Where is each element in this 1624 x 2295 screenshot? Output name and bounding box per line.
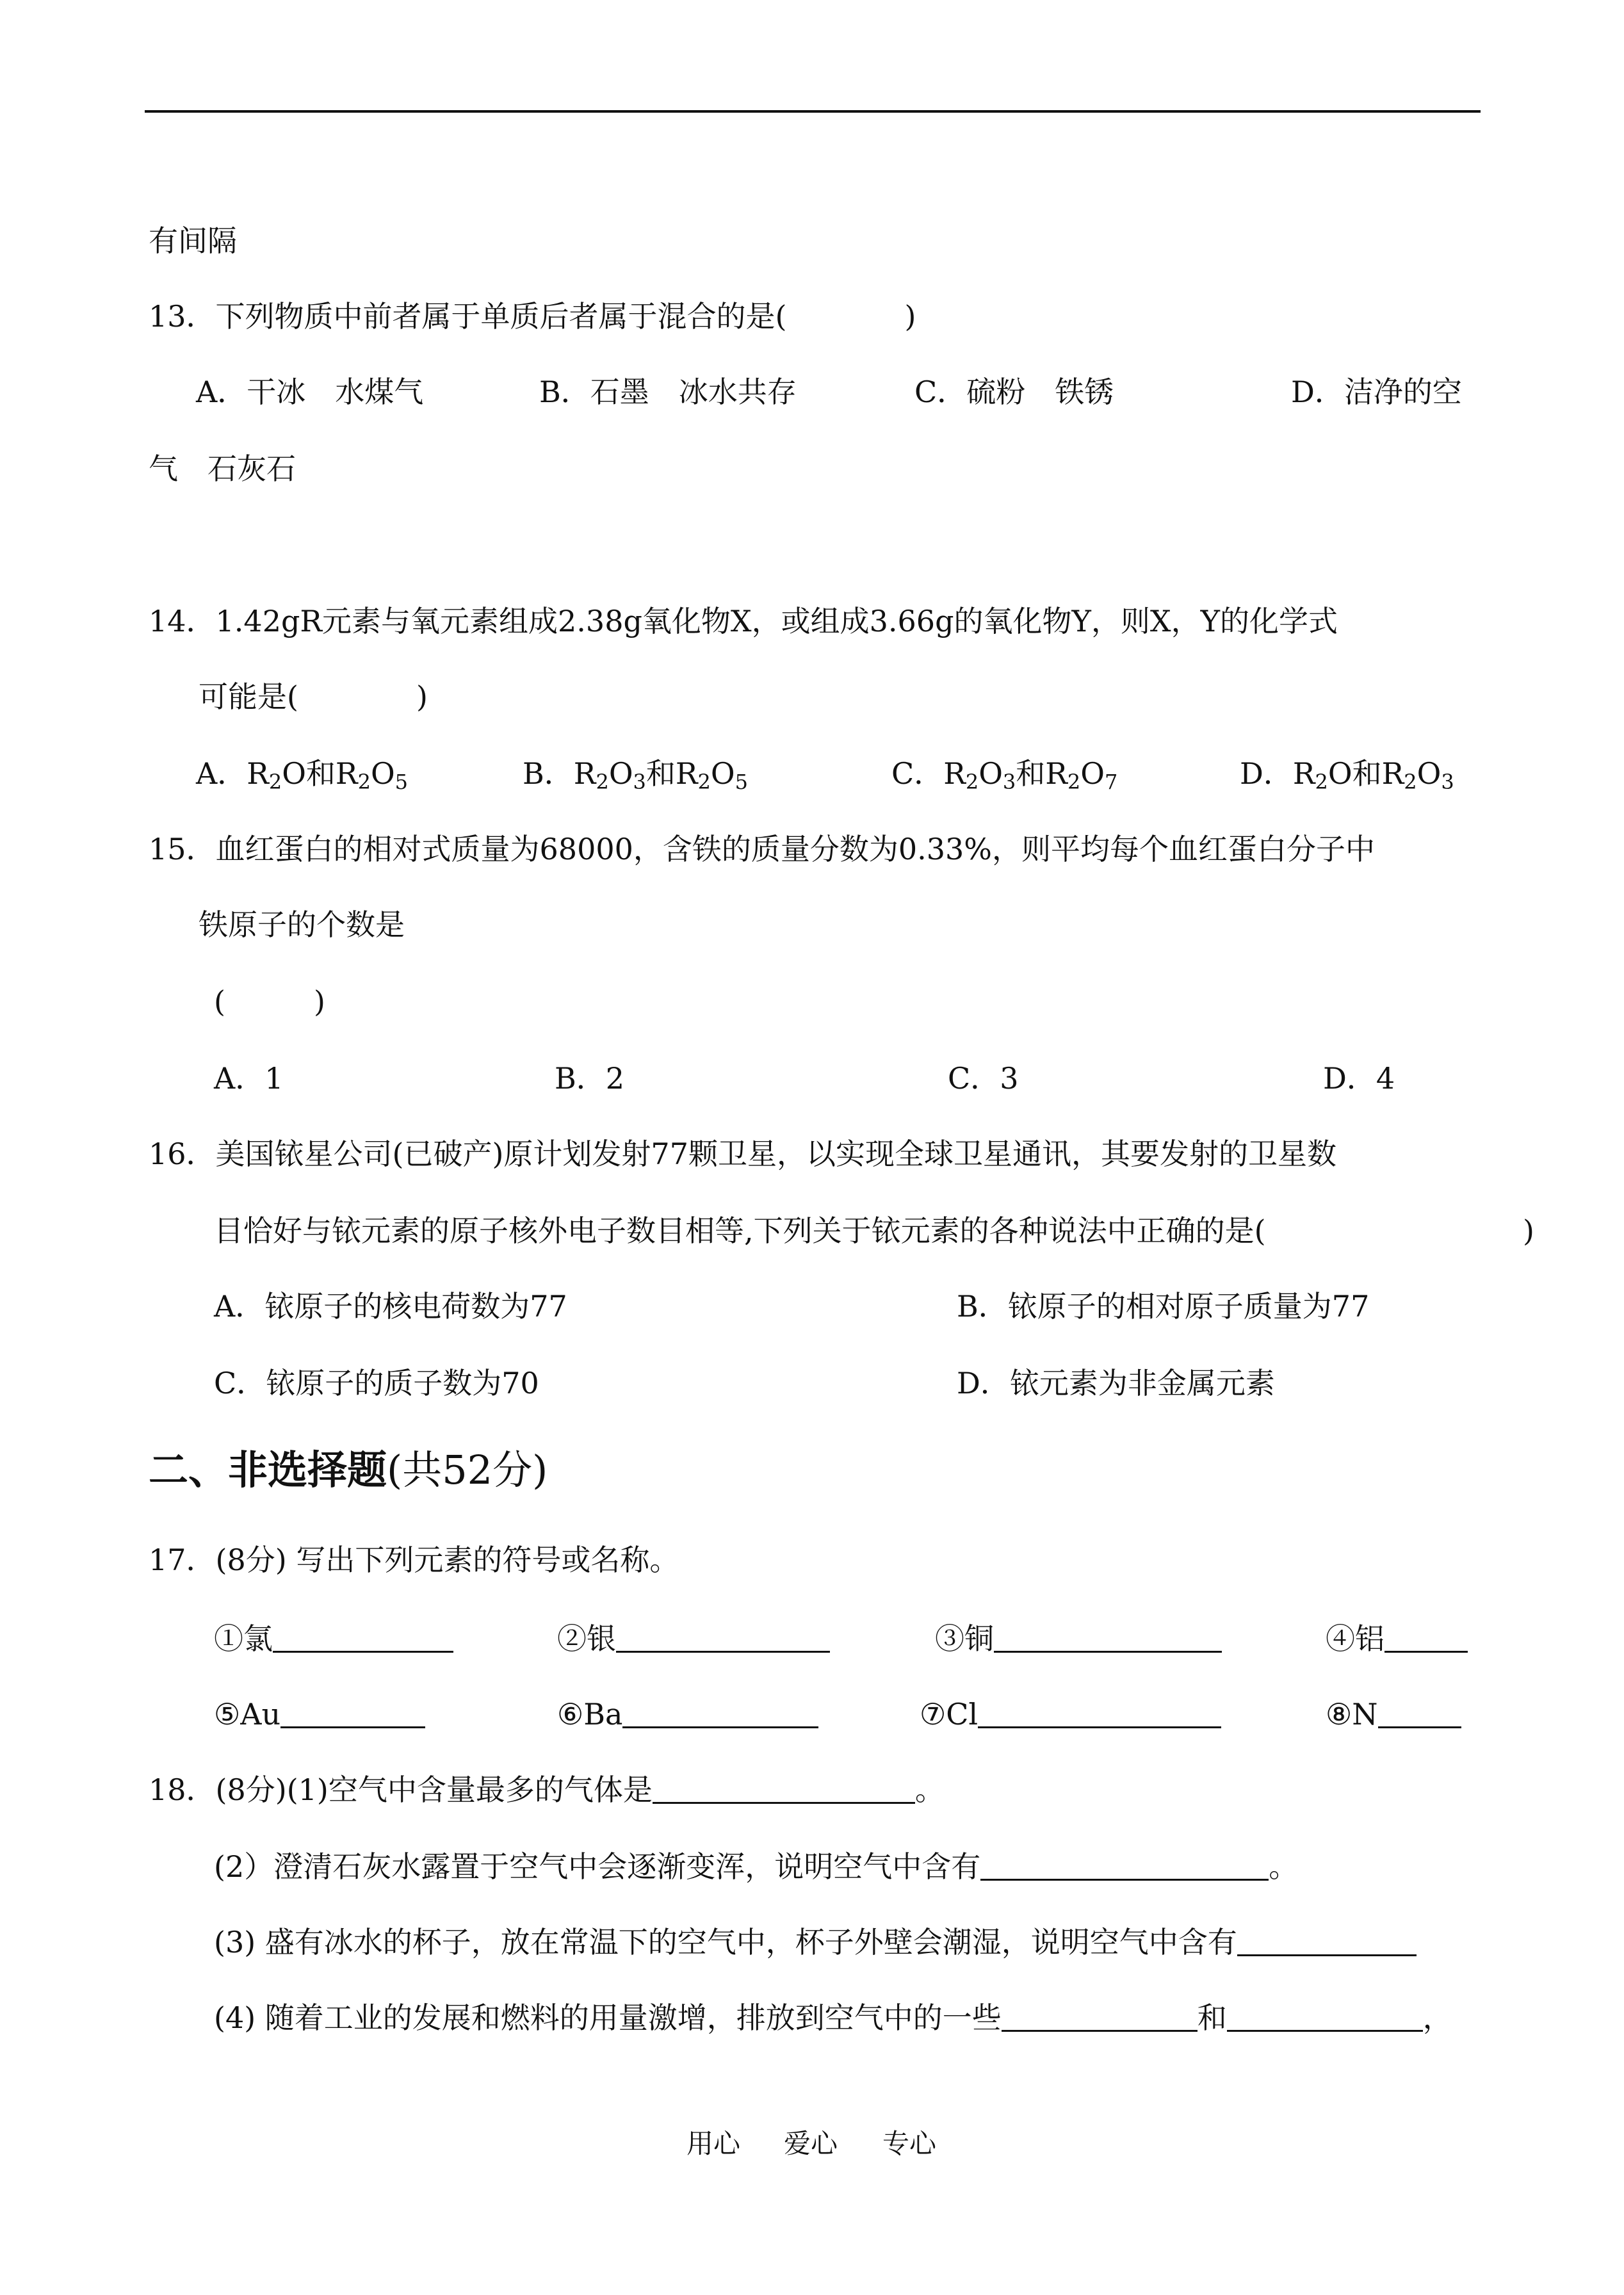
q17-item-1: ①氯: [214, 1619, 453, 1658]
q14-stem-line2: 可能是( ): [199, 679, 428, 714]
q16-stem-line2: 目恰好与铱元素的原子核外电子数目相等,下列关于铱元素的各种说法中正确的是(: [214, 1213, 1266, 1248]
q17-item-5: ⑤Au: [214, 1694, 425, 1733]
q18-part-1: 18．(8分)(1)空气中含量最多的气体是 。: [149, 1770, 945, 1809]
q14-option-d: D．$R_2O$和$R_2O_3$: [1240, 756, 1454, 794]
section-heading: 二、非选择题(共52分): [149, 1447, 548, 1493]
answer-blank[interactable]: [994, 1619, 1222, 1653]
q15-stem-line1: 15．血红蛋白的相对式质量为68000，含铁的质量分数为0.33%，则平均每个血红蛋白分子中: [149, 832, 1375, 866]
q15-option-a: A．1: [214, 1061, 284, 1096]
q17-item-8: ⑧N: [1326, 1694, 1461, 1733]
q16-option-c: C．铱原子的质子数为70: [214, 1366, 539, 1400]
q14-option-a: A．$R_2O$和$R_2O_5$: [196, 756, 409, 794]
footer-text-2: 爱心: [784, 2128, 838, 2159]
answer-blank[interactable]: [280, 1694, 425, 1728]
answer-blank[interactable]: [1384, 1619, 1468, 1653]
q13-stem: 13．下列物质中前者属于单质后者属于混合的是( ): [149, 299, 916, 334]
q15-option-c: C．3: [948, 1061, 1019, 1096]
answer-blank[interactable]: [622, 1694, 818, 1728]
answer-blank[interactable]: [653, 1770, 915, 1804]
q17-item-3: ③铜: [935, 1619, 1222, 1658]
footer-text-3: 专心: [882, 2128, 937, 2159]
answer-blank[interactable]: [273, 1619, 453, 1653]
answer-blank[interactable]: [980, 1847, 1269, 1881]
q18-part-3: (3) 盛有冰水的杯子，放在常温下的空气中，杯子外壁会潮湿，说明空气中含有: [214, 1922, 1417, 1961]
q13-option-d: D．洁净的空: [1291, 375, 1462, 409]
answer-blank[interactable]: [1227, 1998, 1423, 2032]
answer-blank[interactable]: [1002, 1998, 1198, 2032]
answer-blank[interactable]: [616, 1619, 830, 1653]
q17-stem: 17．(8分) 写出下列元素的符号或名称。: [149, 1543, 679, 1577]
q15-stem-line2: 铁原子的个数是: [199, 907, 405, 942]
q16-paren-close: ): [1523, 1213, 1534, 1248]
q16-stem-line1: 16．美国铱星公司(已破产)原计划发射77颗卫星，以实现全球卫星通讯，其要发射的卫星数: [149, 1137, 1336, 1171]
q17-item-6: ⑥Ba: [557, 1694, 818, 1733]
q17-item-7: ⑦Cl: [920, 1694, 1221, 1733]
q13-option-a: A．干冰 水煤气: [196, 375, 424, 409]
answer-blank[interactable]: [1237, 1922, 1417, 1956]
q17-item-2: ②银: [557, 1619, 830, 1658]
header-rule: [145, 110, 1481, 113]
q13-option-d-wrap: 气 石灰石: [149, 451, 296, 486]
q17-item-4: ④铝: [1326, 1619, 1468, 1658]
footer-text-1: 用心: [686, 2128, 741, 2159]
q13-option-b: B．石墨 冰水共存: [539, 375, 797, 409]
answer-blank[interactable]: [978, 1694, 1221, 1728]
q16-option-d: D．铱元素为非金属元素: [957, 1366, 1275, 1400]
q14-option-b: B．$R_2O_3$和$R_2O_5$: [523, 756, 748, 794]
q13-option-c: C．硫粉 铁锈: [914, 375, 1114, 409]
q12-continuation: 有间隔: [149, 223, 237, 258]
answer-blank[interactable]: [1378, 1694, 1461, 1728]
q18-part-4: (4) 随着工业的发展和燃料的用量激增，排放到空气中的一些 和 ，: [214, 1998, 1452, 2037]
q18-part-2: (2）澄清石灰水露置于空气中会逐渐变浑，说明空气中含有 。: [214, 1847, 1298, 1886]
q16-option-a: A．铱原子的核电荷数为77: [214, 1289, 567, 1324]
q15-option-d: D．4: [1323, 1061, 1395, 1096]
q16-option-b: B．铱原子的相对原子质量为77: [957, 1289, 1370, 1324]
q15-answer-paren: ( ): [214, 984, 325, 1019]
q15-option-b: B．2: [555, 1061, 625, 1096]
q14-stem-line1: 14．1.42gR元素与氧元素组成2.38g氧化物X，或组成3.66g的氧化物Y，则X，Y的化学式: [149, 604, 1338, 638]
q14-option-c: C．$R_2O_3$和$R_2O_7$: [891, 756, 1118, 794]
